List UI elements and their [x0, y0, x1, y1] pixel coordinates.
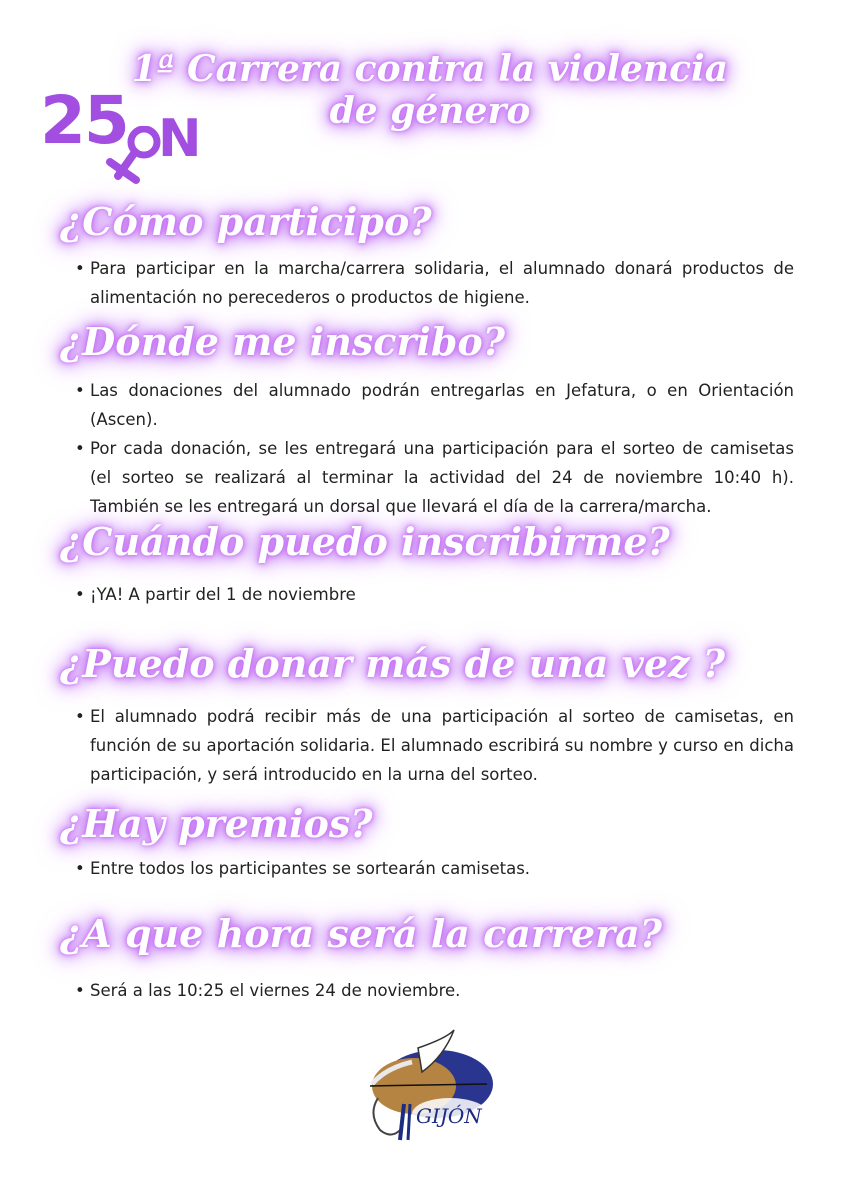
section-heading: ¿Cuándo puedo inscribirme?: [60, 519, 670, 564]
venus-symbol-icon: [100, 126, 170, 196]
section-heading: ¿A que hora será la carrera?: [60, 911, 663, 956]
section-cuando-puedo-inscribirme: [60, 518, 794, 609]
school-emblem-icon: [352, 1028, 502, 1143]
section-heading: ¿Dónde me inscribo?: [60, 319, 506, 364]
25n-letter: N: [158, 109, 202, 169]
section-donde-me-inscribo: [60, 318, 794, 521]
section-puedo-donar: [60, 640, 794, 789]
title-line-2: de género: [329, 90, 531, 132]
section-a-que-hora: [60, 910, 794, 1005]
section-como-participo: [60, 198, 794, 312]
list-item: • El alumnado podrá recibir más de una participación al sorteo de camisetas, en función de su aportación solidaria. El alumnado escribirá su nombre y curso en dicha participación, y será introducido en la urna del sorteo.: [90, 702, 794, 789]
list-item: • Entre todos los participantes se sortearán camisetas.: [90, 854, 794, 883]
title-line-1: 1ª Carrera contra la violencia: [131, 48, 729, 90]
section-heading: ¿Puedo donar más de una vez ?: [60, 641, 726, 686]
school-logo-text: GIJÓN: [416, 1104, 482, 1128]
section-heading: ¿Hay premios?: [60, 801, 373, 846]
list-item: • Las donaciones del alumnado podrán entregarlas en Jefatura, o en Orientación (Ascen).: [90, 376, 794, 434]
list-item: • Será a las 10:25 el viernes 24 de noviembre.: [90, 976, 794, 1005]
section-hay-premios: [60, 800, 794, 883]
school-logo: [352, 1028, 502, 1143]
list-item: • Para participar en la marcha/carrera solidaria, el alumnado donará productos de alimentación no perecederos o productos de higiene.: [90, 254, 794, 312]
list-item: • ¡YA! A partir del 1 de noviembre: [90, 580, 794, 609]
25n-logo: [40, 82, 220, 196]
list-item: • Por cada donación, se les entregará una participación para el sorteo de camisetas (el sorteo se realizará al terminar la actividad del 24 de noviembre 10:40 h). También se les entregará un dorsal que llevará el día de la carrera/marcha.: [90, 434, 794, 521]
section-heading: ¿Cómo participo?: [60, 199, 432, 244]
25n-number: 25: [40, 82, 128, 159]
